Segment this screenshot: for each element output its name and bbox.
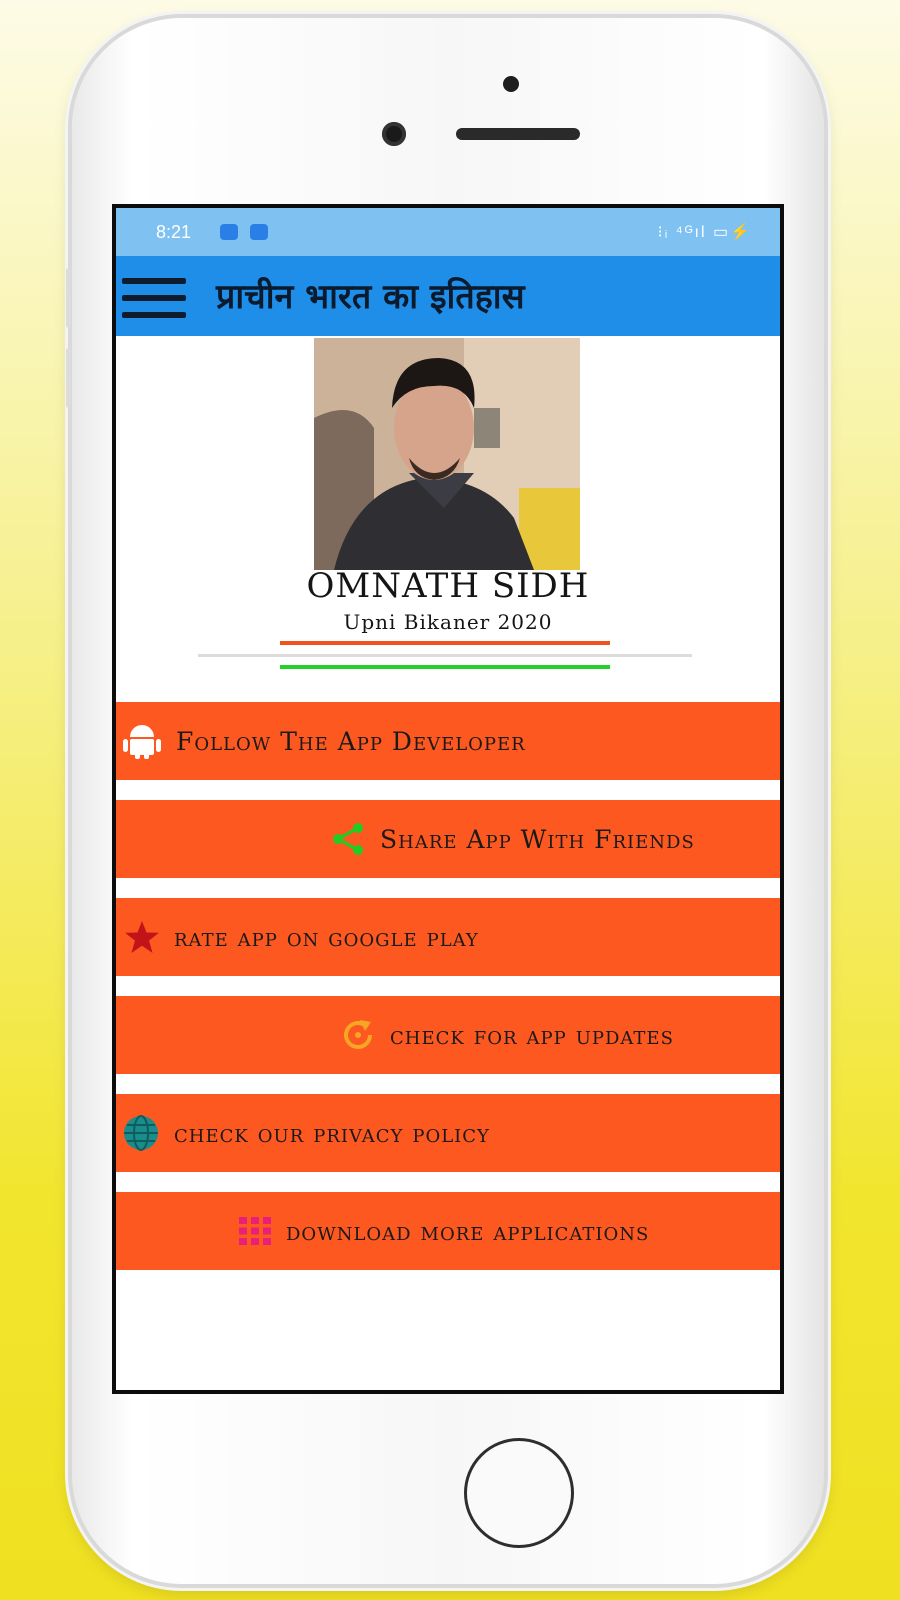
check-updates-button[interactable] — [116, 996, 780, 1074]
proximity-sensor — [503, 76, 519, 92]
rate-app-button[interactable] — [116, 898, 780, 976]
volume-button — [66, 268, 71, 328]
phone-screen — [112, 204, 784, 1394]
front-camera — [382, 122, 406, 146]
status-indicators: ⁝ᵢ ⁴ᴳıl ▭⚡ — [657, 224, 752, 241]
divider-orange — [280, 641, 610, 645]
rate-app-label: rate app on google play — [174, 922, 479, 952]
more-apps-label: download more applications — [286, 1216, 650, 1246]
apps-grid-icon — [238, 1216, 272, 1246]
check-updates-label: check for app updates — [390, 1020, 674, 1050]
share-app-label: Share App With Friends — [380, 824, 695, 854]
app-title: प्राचीन भारत का इतिहास — [216, 277, 525, 317]
android-icon — [122, 723, 162, 759]
developer-photo — [314, 338, 580, 570]
star-icon — [124, 920, 160, 954]
divider-green — [280, 665, 610, 669]
notification-icon — [250, 224, 268, 240]
earpiece-speaker — [456, 128, 580, 140]
status-time: 8:21 — [156, 222, 192, 242]
volume-button — [66, 348, 71, 408]
share-app-button[interactable] — [116, 800, 780, 878]
notification-icon — [220, 224, 238, 240]
hamburger-menu-icon[interactable] — [122, 278, 186, 318]
developer-name: OMNATH SIDH — [306, 566, 590, 606]
share-icon — [330, 821, 366, 857]
update-icon — [340, 1018, 376, 1052]
more-apps-button[interactable] — [116, 1192, 780, 1270]
privacy-policy-label: check our privacy policy — [174, 1118, 490, 1148]
app-bar — [116, 256, 780, 336]
developer-photo-art — [314, 338, 580, 570]
home-button[interactable] — [464, 1438, 574, 1548]
globe-icon — [122, 1114, 160, 1152]
follow-developer-button[interactable] — [116, 702, 780, 780]
divider-gray — [198, 654, 692, 657]
developer-subtitle: Upni Bikaner 2020 — [343, 610, 553, 634]
status-bar — [116, 208, 780, 256]
privacy-policy-button[interactable] — [116, 1094, 780, 1172]
follow-developer-label: Follow The App Developer — [176, 726, 526, 756]
